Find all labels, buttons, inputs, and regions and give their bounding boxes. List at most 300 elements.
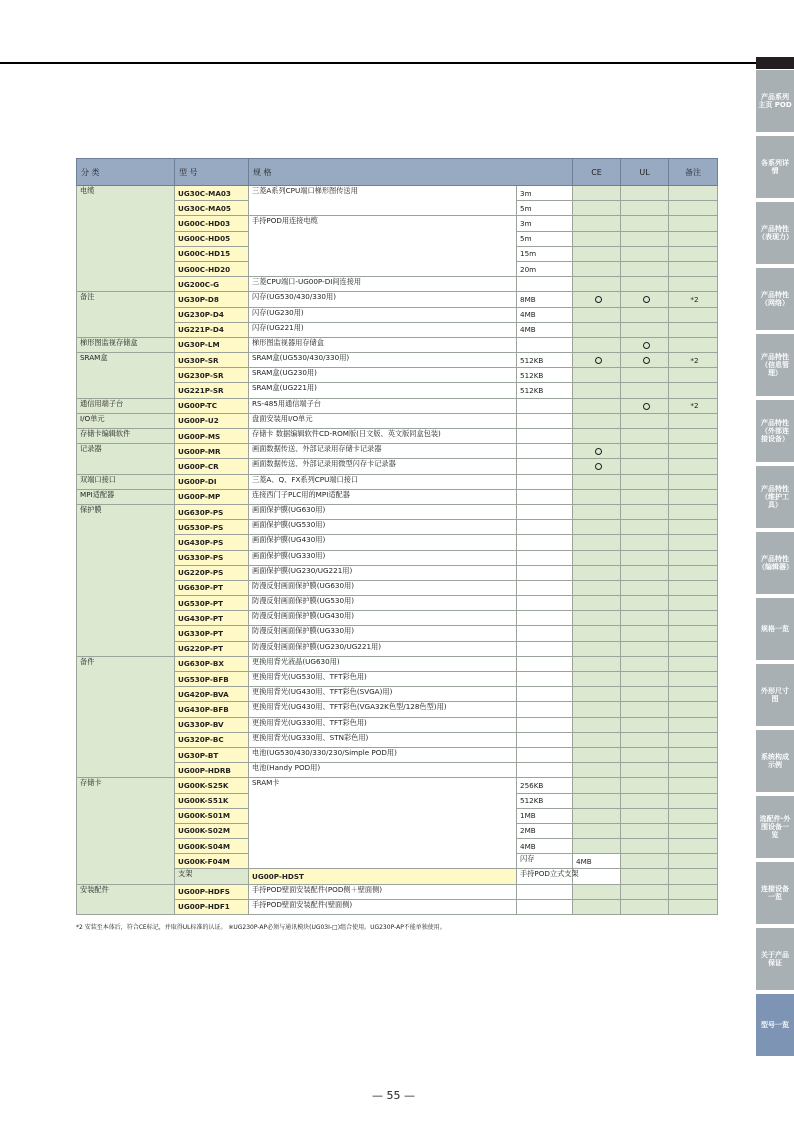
ul-cell — [621, 823, 669, 838]
category-cell: 梯形图监视存储盒 — [77, 337, 175, 352]
ce-cell — [573, 672, 621, 687]
note-cell — [669, 504, 718, 519]
ce-cell — [573, 413, 621, 428]
ce-cell — [573, 580, 621, 595]
value-cell — [517, 656, 573, 671]
side-tab-3[interactable]: 产品特性（表现力） — [756, 202, 794, 264]
note-cell — [669, 899, 718, 914]
side-tab-6[interactable]: 产品特性（外部连接设备） — [756, 400, 794, 462]
certified-circle-icon — [595, 296, 602, 303]
value-cell: 3m — [517, 216, 573, 231]
ul-cell — [621, 626, 669, 641]
header-model: 型 号 — [175, 159, 249, 186]
ul-cell — [621, 368, 669, 383]
spec-cell: SRAM卡 — [249, 778, 517, 869]
spec-cell: 连接西门子PLC用的MPI适配器 — [249, 489, 517, 504]
model-cell: UG00K-S25K — [175, 778, 249, 793]
certified-circle-icon — [643, 357, 650, 364]
table-row — [77, 337, 718, 352]
certified-circle-icon — [643, 296, 650, 303]
ul-cell — [621, 535, 669, 550]
category-cell: 备件 — [77, 656, 175, 778]
category-cell: 支架 — [175, 869, 249, 884]
note-cell: *2 — [669, 353, 718, 368]
ul-cell — [621, 611, 669, 626]
ce-cell — [573, 474, 621, 489]
ul-cell — [621, 778, 669, 793]
table-row — [77, 778, 718, 793]
ul-cell — [621, 337, 669, 352]
value-cell — [517, 459, 573, 474]
value-cell — [517, 702, 573, 717]
category-cell: 记录器 — [77, 444, 175, 474]
ce-cell — [573, 307, 621, 322]
note-cell — [669, 656, 718, 671]
ul-cell — [621, 550, 669, 565]
note-cell — [669, 261, 718, 276]
value-cell: 15m — [517, 246, 573, 261]
spec-cell: 梯形图监视器用存储盒 — [249, 337, 517, 352]
ce-cell — [573, 520, 621, 535]
model-cell: UG00P-HDRB — [175, 763, 249, 778]
model-cell: UG221P-SR — [175, 383, 249, 398]
ul-cell — [621, 565, 669, 580]
model-cell: UG230P-D4 — [175, 307, 249, 322]
note-cell — [669, 672, 718, 687]
spec-cell: 防漫反射画面保护膜(UG430用) — [249, 611, 517, 626]
value-cell — [517, 535, 573, 550]
model-cell: UG530P-PS — [175, 520, 249, 535]
side-tab-10[interactable]: 外形尺寸图 — [756, 664, 794, 726]
certified-circle-icon — [643, 403, 650, 410]
model-cell: UG00C-HD05 — [175, 231, 249, 246]
top-rule — [0, 62, 794, 64]
ul-cell — [621, 413, 669, 428]
value-cell — [517, 580, 573, 595]
ul-cell — [621, 672, 669, 687]
ce-cell — [573, 732, 621, 747]
ul-cell — [621, 186, 669, 201]
certified-circle-icon — [595, 357, 602, 364]
ul-cell — [621, 520, 669, 535]
value-cell: 4MB — [517, 322, 573, 337]
ul-cell — [621, 732, 669, 747]
table-row — [77, 474, 718, 489]
ul-cell — [621, 246, 669, 261]
value-cell: 512KB — [517, 383, 573, 398]
spec-cell: 防漫反射画面保护膜(UG530用) — [249, 596, 517, 611]
table-row — [77, 186, 718, 201]
ce-cell — [573, 763, 621, 778]
ce-cell — [573, 717, 621, 732]
value-cell: 512KB — [517, 793, 573, 808]
value-cell: 4MB — [517, 839, 573, 854]
side-tab-8[interactable]: 产品特性（编辑器） — [756, 532, 794, 594]
category-cell: 电缆 — [77, 186, 175, 292]
spec-cell: 电池(Handy POD用) — [249, 763, 517, 778]
side-tab-9[interactable]: 规格一览 — [756, 598, 794, 660]
ce-cell — [573, 596, 621, 611]
ul-cell — [621, 201, 669, 216]
certified-circle-icon — [595, 448, 602, 455]
value-cell — [517, 732, 573, 747]
note-cell — [669, 231, 718, 246]
category-cell: 保护膜 — [77, 504, 175, 656]
value-cell — [517, 398, 573, 413]
ce-cell — [573, 808, 621, 823]
note-cell — [669, 201, 718, 216]
value-cell — [517, 763, 573, 778]
spec-cell: RS-485用通信端子台 — [249, 398, 517, 413]
spec-cell: 更换用背光液晶(UG630用) — [249, 656, 517, 671]
ul-cell — [621, 702, 669, 717]
ce-cell — [573, 656, 621, 671]
ce-cell — [573, 383, 621, 398]
note-cell — [669, 277, 718, 292]
model-cell: UG00K-S51K — [175, 793, 249, 808]
note-cell — [669, 246, 718, 261]
value-cell: 512KB — [517, 368, 573, 383]
ul-cell — [621, 429, 669, 444]
ce-cell — [573, 793, 621, 808]
ce-cell — [573, 884, 621, 899]
category-cell: 存储卡编辑软件 — [77, 429, 175, 444]
value-cell — [517, 611, 573, 626]
spec-cell: 画面保护膜(UG330用) — [249, 550, 517, 565]
model-cell: UG00P-U2 — [175, 413, 249, 428]
spec-cell: 闪存(UG530/430/330用) — [249, 292, 517, 307]
note-cell: *2 — [669, 292, 718, 307]
ul-cell — [621, 884, 669, 899]
spec-cell: 更换用背光(UG430用、TFT彩色(SVGA)用) — [249, 687, 517, 702]
model-cell: UG220P-PS — [175, 565, 249, 580]
ce-cell — [573, 201, 621, 216]
model-cell: UG630P-PT — [175, 580, 249, 595]
note-cell — [669, 489, 718, 504]
spec-cell: SRAM盒(UG230用) — [249, 368, 517, 383]
page-number: — 55 — — [372, 1089, 415, 1102]
value-cell — [517, 474, 573, 489]
model-cell: UG00P-HDF1 — [175, 899, 249, 914]
note-cell — [669, 550, 718, 565]
note-cell — [669, 732, 718, 747]
ul-cell — [621, 459, 669, 474]
ce-cell — [573, 778, 621, 793]
ce-cell — [621, 854, 669, 869]
model-cell: UG00P-HDST — [249, 869, 517, 884]
spec-cell: 电池(UG530/430/330/230/Simple POD用) — [249, 747, 517, 762]
spec-cell: 手持POD壁面安装配件(POD侧＋壁面侧) — [249, 884, 517, 899]
spec-cell: 画面保护膜(UG630用) — [249, 504, 517, 519]
ul-cell — [621, 474, 669, 489]
ce-cell — [573, 687, 621, 702]
ul-cell — [621, 383, 669, 398]
table-header-row — [77, 159, 718, 186]
value-cell — [517, 429, 573, 444]
spec-cell: 三菱CPU端口-UG00P-DI间连接用 — [249, 277, 517, 292]
value-cell — [517, 672, 573, 687]
note-cell: *2 — [669, 398, 718, 413]
model-cell: UG00K-S04M — [175, 839, 249, 854]
value-cell: 3m — [517, 186, 573, 201]
table-row — [77, 656, 718, 671]
ce-cell — [573, 337, 621, 352]
model-cell: UG430P-PT — [175, 611, 249, 626]
spec-cell: 更换用背光(UG530用、TFT彩色用) — [249, 672, 517, 687]
footnote: *2 安装至本体后，符合CE标记，并取得UL标准的认证。 ※UG230P-AP必须与通讯模块(UG03I-□)组合使用。UG230P-AP不能单独使用。 — [76, 924, 446, 931]
model-cell: UG00C-HD03 — [175, 216, 249, 231]
value-cell: 1MB — [517, 808, 573, 823]
table-row — [77, 292, 718, 307]
value-cell — [517, 884, 573, 899]
ul-cell — [621, 793, 669, 808]
value-cell — [517, 717, 573, 732]
value-cell: 2MB — [517, 823, 573, 838]
ce-cell — [573, 429, 621, 444]
certified-circle-icon — [595, 463, 602, 470]
model-cell: UG30P-LM — [175, 337, 249, 352]
ul-cell — [621, 839, 669, 854]
ul-cell — [621, 444, 669, 459]
model-cell: UG00P-CR — [175, 459, 249, 474]
value-cell — [517, 444, 573, 459]
ce-cell — [573, 216, 621, 231]
ce-cell — [573, 550, 621, 565]
note-cell — [669, 216, 718, 231]
value-cell — [517, 626, 573, 641]
side-navigation — [756, 70, 794, 1070]
note-cell — [669, 307, 718, 322]
ce-cell — [573, 231, 621, 246]
ce-cell — [573, 899, 621, 914]
ul-cell — [669, 854, 718, 869]
value-cell — [517, 641, 573, 656]
spec-cell: 手持POD壁面安装配件(壁面侧) — [249, 899, 517, 914]
spec-cell: 画面数据传送、外部记录用微型闪存卡记录器 — [249, 459, 517, 474]
model-cell: UG30C-MA05 — [175, 201, 249, 216]
category-cell: 双端口接口 — [77, 474, 175, 489]
model-cell: UG430P-PS — [175, 535, 249, 550]
model-cell: UG200C-G — [175, 277, 249, 292]
model-cell: UG30P-D8 — [175, 292, 249, 307]
model-cell: UG00K-S01M — [175, 808, 249, 823]
side-tab-15[interactable]: 型号一览 — [756, 994, 794, 1056]
spec-cell: 更换用背光(UG330用、STN彩色用) — [249, 732, 517, 747]
side-tab-11[interactable]: 系统构成示例 — [756, 730, 794, 792]
header-category: 分 类 — [77, 159, 175, 186]
note-cell — [669, 413, 718, 428]
value-cell: 512KB — [517, 353, 573, 368]
ul-cell — [621, 292, 669, 307]
model-cell: UG430P-BFB — [175, 702, 249, 717]
table-row — [77, 398, 718, 413]
note-cell — [669, 383, 718, 398]
spec-cell: 三菱A系列CPU端口梯形图传送用 — [249, 186, 517, 216]
note-cell — [669, 565, 718, 580]
value-cell: 20m — [517, 261, 573, 276]
note-cell — [669, 823, 718, 838]
ul-cell — [621, 580, 669, 595]
ce-cell — [621, 869, 669, 884]
ce-cell — [573, 277, 621, 292]
header-note: 备注 — [669, 159, 718, 186]
spec-cell: 更换用背光(UG330用、TFT彩色用) — [249, 717, 517, 732]
category-cell: 存储卡 — [77, 778, 175, 884]
side-tab-1[interactable]: 产品系列主页 POD — [756, 70, 794, 132]
ul-cell — [621, 261, 669, 276]
note-cell — [669, 337, 718, 352]
spec-cell: 手持POD用连接电缆 — [249, 216, 517, 277]
side-tab-7[interactable]: 产品特性（维护工具） — [756, 466, 794, 528]
value-cell — [517, 489, 573, 504]
ul-cell — [621, 489, 669, 504]
model-cell: UG00C-HD20 — [175, 261, 249, 276]
spec-cell: SRAM盒(UG530/430/330用) — [249, 353, 517, 368]
model-cell: UG330P-PT — [175, 626, 249, 641]
note-cell — [669, 596, 718, 611]
spec-cell: 画面保护膜(UG430用) — [249, 535, 517, 550]
product-model-table — [76, 158, 718, 915]
ce-cell — [573, 398, 621, 413]
note-cell — [669, 808, 718, 823]
side-tab-2[interactable]: 各系列详情 — [756, 136, 794, 198]
category-cell: 安装配件 — [77, 884, 175, 914]
value-cell — [517, 337, 573, 352]
table-row — [77, 353, 718, 368]
model-cell: UG530P-BFB — [175, 672, 249, 687]
ul-cell — [621, 216, 669, 231]
model-cell: UG30P-SR — [175, 353, 249, 368]
note-cell — [669, 626, 718, 641]
ce-cell — [573, 641, 621, 656]
ce-cell — [573, 839, 621, 854]
ul-cell — [621, 277, 669, 292]
note-cell — [669, 580, 718, 595]
note-cell — [669, 687, 718, 702]
spec-cell: 画面保护膜(UG230/UG221用) — [249, 565, 517, 580]
ul-cell — [621, 353, 669, 368]
ul-cell — [621, 808, 669, 823]
ce-cell — [573, 823, 621, 838]
ul-cell — [621, 656, 669, 671]
side-tab-4[interactable]: 产品特性（网络） — [756, 268, 794, 330]
model-cell: UG00P-MR — [175, 444, 249, 459]
value-cell: 5m — [517, 231, 573, 246]
spec-cell: 闪存 — [517, 854, 573, 869]
ul-cell — [621, 398, 669, 413]
note-cell — [669, 763, 718, 778]
value-cell — [517, 550, 573, 565]
value-cell — [517, 899, 573, 914]
side-tab-13[interactable]: 连接设备一览 — [756, 862, 794, 924]
model-cell: UG630P-PS — [175, 504, 249, 519]
note-cell — [669, 702, 718, 717]
model-cell: UG00P-DI — [175, 474, 249, 489]
note-cell — [669, 839, 718, 854]
model-cell: UG230P-SR — [175, 368, 249, 383]
model-cell: UG00P-MP — [175, 489, 249, 504]
side-tab-12[interactable]: 选配件·外围设备一览 — [756, 796, 794, 858]
spec-cell: 存储卡 数据编辑软件CD-ROM版(日文版、英文版同盒包装) — [249, 429, 517, 444]
model-cell: UG00K-F04M — [175, 854, 249, 869]
note-cell — [669, 611, 718, 626]
category-cell: MPI适配器 — [77, 489, 175, 504]
spec-cell: 闪存(UG221用) — [249, 322, 517, 337]
model-cell: UG00P-MS — [175, 429, 249, 444]
category-cell: SRAM盒 — [77, 353, 175, 399]
model-cell: UG00P-TC — [175, 398, 249, 413]
model-cell: UG30C-MA03 — [175, 186, 249, 201]
ce-cell — [573, 261, 621, 276]
ul-cell — [621, 763, 669, 778]
model-cell: UG220P-PT — [175, 641, 249, 656]
category-cell: I/O单元 — [77, 413, 175, 428]
value-cell — [517, 413, 573, 428]
value-cell: 4MB — [573, 854, 621, 869]
ce-cell — [573, 535, 621, 550]
value-cell: 8MB — [517, 292, 573, 307]
note-cell — [669, 186, 718, 201]
spec-cell: 三菱A、Q、FX系列CPU端口接口 — [249, 474, 517, 489]
note-cell — [669, 444, 718, 459]
spec-cell: 画面数据传送、外部记录用存储卡记录器 — [249, 444, 517, 459]
model-cell: UG30P-BT — [175, 747, 249, 762]
note-cell — [669, 535, 718, 550]
table-row — [77, 429, 718, 444]
ce-cell — [573, 186, 621, 201]
ce-cell — [573, 292, 621, 307]
ce-cell — [573, 747, 621, 762]
category-cell: 通信用端子台 — [77, 398, 175, 413]
table-row — [77, 504, 718, 519]
model-cell: UG320P-BC — [175, 732, 249, 747]
value-cell — [517, 596, 573, 611]
ce-cell — [573, 504, 621, 519]
side-tab-14[interactable]: 关于产品保证 — [756, 928, 794, 990]
note-cell — [669, 368, 718, 383]
spec-cell: 画面保护膜(UG530用) — [249, 520, 517, 535]
spec-cell: 防漫反射画面保护膜(UG230/UG221用) — [249, 641, 517, 656]
spec-cell: 闪存(UG230用) — [249, 307, 517, 322]
certified-circle-icon — [643, 342, 650, 349]
model-cell: UG00K-S02M — [175, 823, 249, 838]
spec-cell: 盘面安装用I/O单元 — [249, 413, 517, 428]
ce-cell — [573, 368, 621, 383]
ce-cell — [573, 246, 621, 261]
value-cell: 256KB — [517, 778, 573, 793]
ce-cell — [573, 459, 621, 474]
note-cell — [669, 641, 718, 656]
header-ul: UL — [621, 159, 669, 186]
value-cell: 5m — [517, 201, 573, 216]
value-cell — [517, 747, 573, 762]
value-cell: 4MB — [517, 307, 573, 322]
note-cell — [669, 322, 718, 337]
note-cell — [669, 520, 718, 535]
value-cell — [517, 504, 573, 519]
spec-cell: 防漫反射画面保护膜(UG630用) — [249, 580, 517, 595]
note-cell — [669, 717, 718, 732]
ce-cell — [573, 444, 621, 459]
ul-cell — [621, 641, 669, 656]
ul-cell — [621, 504, 669, 519]
model-cell: UG330P-BV — [175, 717, 249, 732]
value-cell — [517, 565, 573, 580]
side-tab-5[interactable]: 产品特性（信息管理） — [756, 334, 794, 396]
header-ce: CE — [573, 159, 621, 186]
ul-cell — [621, 322, 669, 337]
value-cell — [573, 869, 621, 884]
